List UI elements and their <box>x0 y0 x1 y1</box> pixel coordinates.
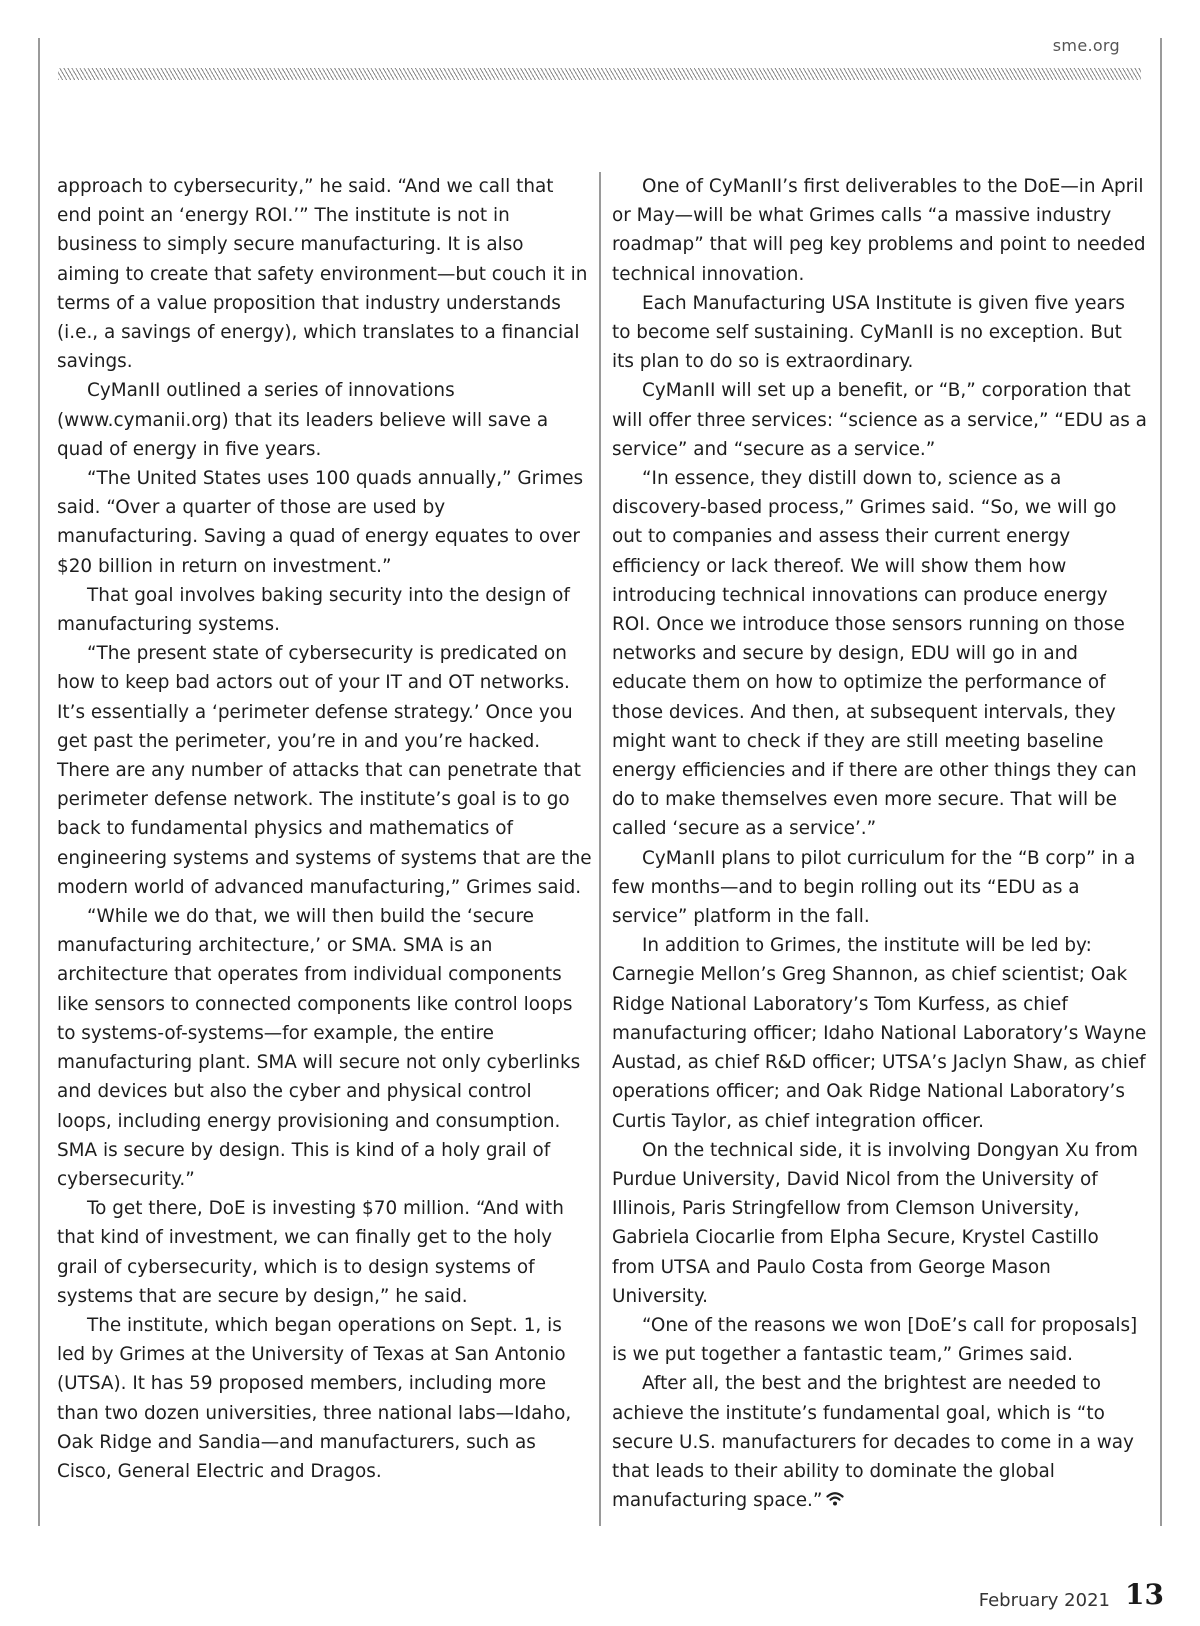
paragraph: “One of the reasons we won [DoE’s call for proposals] is we put together a fantastic team,” Grimes said. <box>612 1314 1138 1366</box>
site-url: sme.org <box>1052 36 1120 55</box>
page-number: 13 <box>1125 1578 1164 1611</box>
paragraph: To get there, DoE is investing $70 million. “And with that kind of investment, we can finally get to the holy grail of cybersecurity, which is to design systems of systems that are secure by design,” he said. <box>57 1198 564 1307</box>
right-border-rule <box>1160 38 1162 1526</box>
paragraph: CyManII outlined a series of innovations (www.cymanii.org) that its leaders believe will save a quad of energy in five years. <box>57 380 549 460</box>
paragraph: “The present state of cybersecurity is predicated on how to keep bad actors out of your IT and OT networks. It’s essentially a ‘perimeter defense strategy.’ Once you get past the perimeter, you’re in and you’re hacked. There are any number of attacks that can penetrate that perimeter defense network. The institute’s goal is to go back to fundamental physics and mathematics of engineering systems and systems of systems that are the modern world of advanced manufacturing,” Grimes said. <box>57 643 592 898</box>
paragraph: In addition to Grimes, the institute will be led by: Carnegie Mellon’s Greg Shannon, as chief scientist; Oak Ridge National Laboratory’s Tom Kurfess, as chief manufacturing officer; Idaho National Laboratory’s Wayne Austad, as chief R&D officer; UTSA’s Jaclyn Shaw, as chief operations officer; and Oak Ridge National Laboratory’s Curtis Taylor, as chief integration officer. <box>612 935 1147 1132</box>
closing-paragraph <box>612 1369 1147 1515</box>
article-column-right <box>612 172 1147 1515</box>
left-border-rule <box>38 38 40 1526</box>
paragraph: Each Manufacturing USA Institute is given five years to become self sustaining. CyManII is no exception. But its plan to do so is extraordinary. <box>612 292 1125 373</box>
paragraph: CyManII will set up a benefit, or “B,” corporation that will offer three services: “science as a service,” “EDU as a service” and “secure as a service.” <box>612 380 1147 460</box>
issue-date: February 2021 <box>978 1590 1110 1611</box>
header-hatch-band <box>58 68 1141 80</box>
paragraph: approach to cybersecurity,” he said. “And we call that end point an ‘energy ROI.’” The institute is not in business to simply secure manufacturing. It is also aiming to create that safety environment—but couch it in terms of a value proposition that industry understands (i.e., a savings of energy), which translates to a financial savings. <box>57 176 588 373</box>
paragraph: One of CyManII’s first deliverables to the DoE—in April or May—will be what Grimes calls “a massive industry roadmap” that will peg key problems and point to needed technical innovation. <box>612 176 1146 285</box>
paragraph: The institute, which began operations on Sept. 1, is led by Grimes at the University of Texas at San Antonio (UTSA). It has 59 proposed members, including more than two dozen universities, three national labs—Idaho, Oak Ridge and Sandia—and manufacturers, such as Cisco, General Electric and Dragos. <box>57 1314 572 1482</box>
paragraph: “In essence, they distill down to, science as a discovery-based process,” Grimes said. “So, we will go out to companies and assess their current energy efficiency or lack thereof. We will show them how introducing technical innovations can produce energy ROI. Once we introduce those sensors running on those networks and secure by design, EDU will go in and educate them on how to optimize the performance of those devices. And then, at subsequent intervals, they might want to check if they are still meeting baseline energy efficiencies and if there are other things they can do to make themselves even more secure. That will be called ‘secure as a service’.” <box>612 468 1137 840</box>
paragraph: On the technical side, it is involving Dongyan Xu from Purdue University, David Nicol from the University of Illinois, Paris Stringfellow from Clemson University, Gabriela Ciocarlie from Elpha Secure, Krystel Castillo from UTSA and Paulo Costa from George Mason University. <box>612 1139 1138 1307</box>
paragraph-text: After all, the best and the brightest are needed to achieve the institute’s fundamental goal, which is “to secure U.S. manufacturers for decades to come in a way that leads to their ability to dominate the global manufacturing space.” <box>612 1373 1134 1512</box>
paragraph: “While we do that, we will then build the ‘secure manufacturing architecture,’ or SMA. SMA is an architecture that operates from individual components like sensors to connected components like control loops to systems-of-systems—for example, the entire manufacturing plant. SMA will secure not only cyberlinks and devices but also the cyber and physical control loops, including energy provisioning and consumption. SMA is secure by design. This is kind of a holy grail of cybersecurity.” <box>57 906 581 1190</box>
column-divider <box>599 172 601 1526</box>
paragraph: That goal involves baking security into the design of manufacturing systems. <box>57 584 570 636</box>
paragraph: CyManII plans to pilot curriculum for the “B corp” in a few months—and to begin rolling out its “EDU as a service” platform in the fall. <box>612 847 1136 928</box>
wifi-signal-icon <box>826 1491 844 1507</box>
article-column-left <box>57 172 592 1486</box>
paragraph: “The United States uses 100 quads annually,” Grimes said. “Over a quarter of those are used by manufacturing. Saving a quad of energy equates to over $20 billion in return on investment.” <box>57 468 584 577</box>
